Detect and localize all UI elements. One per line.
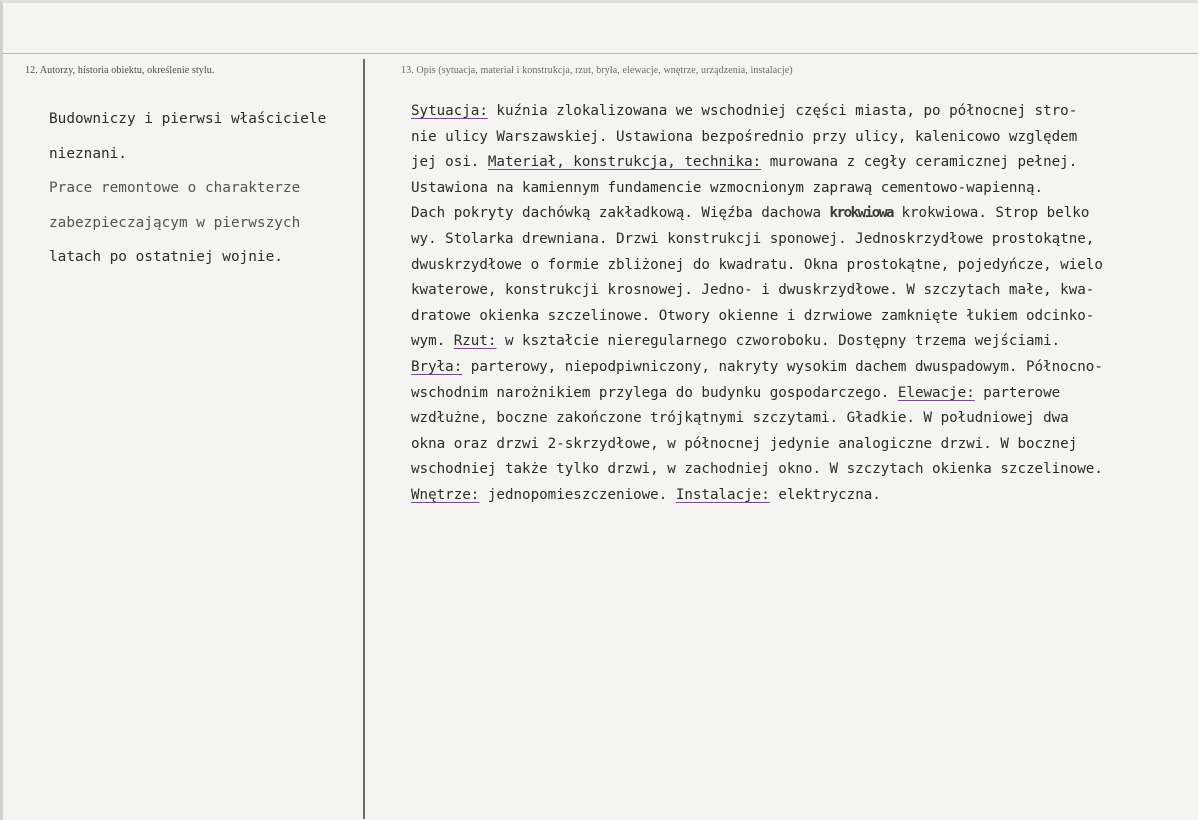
column-divider: [363, 59, 365, 819]
description-line: nie ulicy Warszawskiej. Ustawiona bezpośrednio przy ulicy, kalenicowo względem: [411, 128, 1078, 145]
label-wnetrze: Wnętrze:: [411, 486, 480, 503]
label-instalacje: Instalacje:: [675, 486, 770, 503]
overtyped-word: krokwiowa: [829, 205, 893, 222]
description-line: Dach pokryty dachówką zakładkową. Więźba dachowa krokwiowa krokwiowa. Strop belko: [411, 205, 1090, 222]
description-line: Sytuacja: kuźnia zlokalizowana we wschodniej części miasta, po północnej stro-: [411, 103, 1078, 119]
description-line: wschodnim narożnikiem przylega do budynku gospodarczego. Elewacje: parterowe: [411, 384, 1061, 401]
history-line: Budowniczy i pierwsi właściciele: [49, 111, 327, 127]
label-bryla: Bryła:: [411, 358, 463, 375]
description-line: dratowe okienka szczelinowe. Otwory okienne i dzrwiowe zamknięte łukiem odcinko-: [411, 307, 1095, 324]
history-text: [49, 102, 359, 275]
description-line: Wnętrze: jednopomieszczeniowe. Instalacje: elektryczna.: [411, 486, 881, 503]
section-12-heading: 12. Autorzy, historia obiektu, określenie stylu.: [25, 65, 215, 76]
section-13-heading: 13. Opis (sytuacja, materiał i konstrukcja, rzut, bryła, elewacje, wnętrze, urządzenia, instalacje): [401, 65, 793, 76]
description-line: jej osi. Materiał, konstrukcja, technika: murowana z cegły ceramicznej pełnej.: [411, 154, 1078, 171]
description-line: kwaterowe, konstrukcji krosnowej. Jedno- i dwuskrzydłowe. W szczytach małe, kwa-: [411, 282, 1095, 299]
description-line: dwuskrzydłowe o formie zbliżonej do kwadratu. Okna prostokątne, pojedyńcze, wielo: [411, 256, 1103, 273]
label-rzut: Rzut:: [453, 333, 497, 350]
history-line: nieznani.: [49, 145, 127, 162]
description-text: [411, 99, 1198, 509]
description-line: Ustawiona na kamiennym fundamencie wzmocnionym zaprawą cementowo-wapienną.: [411, 179, 1044, 196]
top-rule: [3, 53, 1198, 54]
history-line: latach po ostatniej wojnie.: [49, 249, 283, 265]
history-line: zabezpieczającym w pierwszych: [49, 214, 301, 231]
label-elewacje: Elewacje:: [897, 384, 975, 401]
label-sytuacja: Sytuacja:: [411, 103, 488, 119]
description-line: Bryła: parterowy, niepodpiwniczony, nakryty wysokim dachem dwuspadowym. Północno-: [411, 358, 1103, 375]
description-line: wzdłużne, boczne zakończone trójkątnymi szczytami. Gładkie. W południowej dwa: [411, 410, 1069, 427]
description-line: wy. Stolarka drewniana. Drzwi konstrukcji sponowej. Jednoskrzydłowe prostokątne,: [411, 230, 1095, 247]
history-line: Prace remontowe o charakterze: [49, 180, 301, 196]
description-line: wym. Rzut: w kształcie nieregularnego czworoboku. Dostępny trzema wejściami.: [411, 333, 1061, 350]
description-line: wschodniej także tylko drzwi, w zachodniej okno. W szczytach okienka szczelinowe.: [411, 461, 1103, 478]
label-material: Materiał, konstrukcja, technika:: [487, 154, 762, 171]
description-line: okna oraz drzwi 2-skrzydłowe, w północnej jedynie analogiczne drzwi. W bocznej: [411, 435, 1078, 452]
